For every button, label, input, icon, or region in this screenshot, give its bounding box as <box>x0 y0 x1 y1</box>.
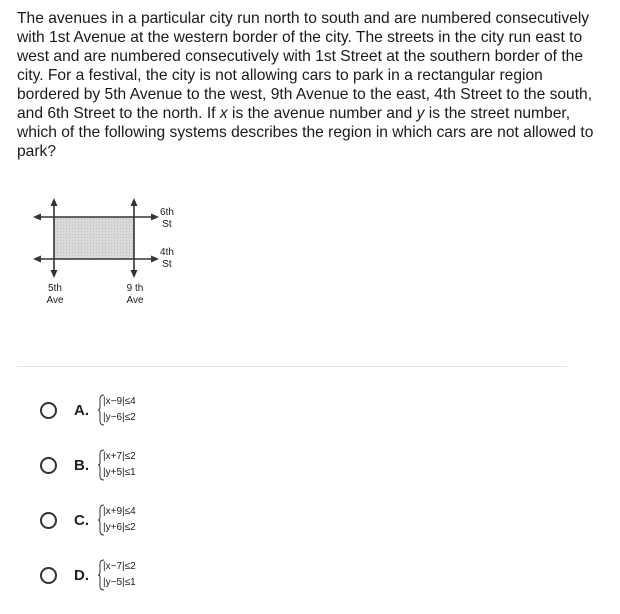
arrow-up-9th <box>131 198 138 206</box>
inequality-x: |x+9|≤4 <box>103 506 136 517</box>
radio-b[interactable] <box>40 457 57 474</box>
label-6th-st: 6th St <box>160 207 174 230</box>
radio-a[interactable] <box>40 402 57 419</box>
option-letter: A. <box>74 402 89 419</box>
arrow-down-9th <box>131 270 138 278</box>
inequality-x: |x−9|≤4 <box>103 396 136 407</box>
option-letter: B. <box>74 457 89 474</box>
question-text: The avenues in a particular city run north to south and are numbered consecutively with 1st Avenue at the western border of the city. The streets in the city run east to west and are numbered consecutively with 1st Street at the southern border of the city. For a festival, the city is not allowing cars to park in a rectangular region bordered by 5th Avenue to the west, 9th Avenue to the east, 4th Street to the south, and 6th Street to the north. If x is the avenue number and y is the street number, which of the following systems describes the region in which cars are not allowed to park? <box>17 10 594 160</box>
option-letter: C. <box>74 512 89 529</box>
option-a[interactable] <box>40 393 240 433</box>
equation-system <box>98 393 168 429</box>
option-c[interactable] <box>40 503 240 543</box>
divider <box>17 366 567 367</box>
inequality-y: |y+6|≤2 <box>103 522 136 533</box>
arrow-left-4th <box>33 256 41 263</box>
arrow-up-5th <box>51 198 58 206</box>
inequality-y: |y−6|≤2 <box>103 412 136 423</box>
option-letter: D. <box>74 567 89 584</box>
label-5th-ave: 5th Ave <box>46 283 64 306</box>
inequality-x: |x+7|≤2 <box>103 451 136 462</box>
var-y: y <box>416 105 425 122</box>
option-b[interactable] <box>40 448 240 488</box>
arrow-left-6th <box>33 214 41 221</box>
equation-system <box>98 558 168 594</box>
radio-d[interactable] <box>40 567 57 584</box>
inequality-y: |y+5|≤1 <box>103 467 136 478</box>
city-grid-diagram <box>30 195 190 315</box>
radio-c[interactable] <box>40 512 57 529</box>
no-parking-region <box>54 217 134 259</box>
equation-system <box>98 448 168 484</box>
label-4th-st: 4th St <box>160 247 174 270</box>
inequality-x: |x−7|≤2 <box>103 561 136 572</box>
label-9th-ave: 9 th Ave <box>126 283 144 306</box>
arrow-down-5th <box>51 270 58 278</box>
equation-system <box>98 503 168 539</box>
inequality-y: |y−5|≤1 <box>103 577 136 588</box>
option-d[interactable] <box>40 558 240 598</box>
var-x: x <box>219 105 228 122</box>
